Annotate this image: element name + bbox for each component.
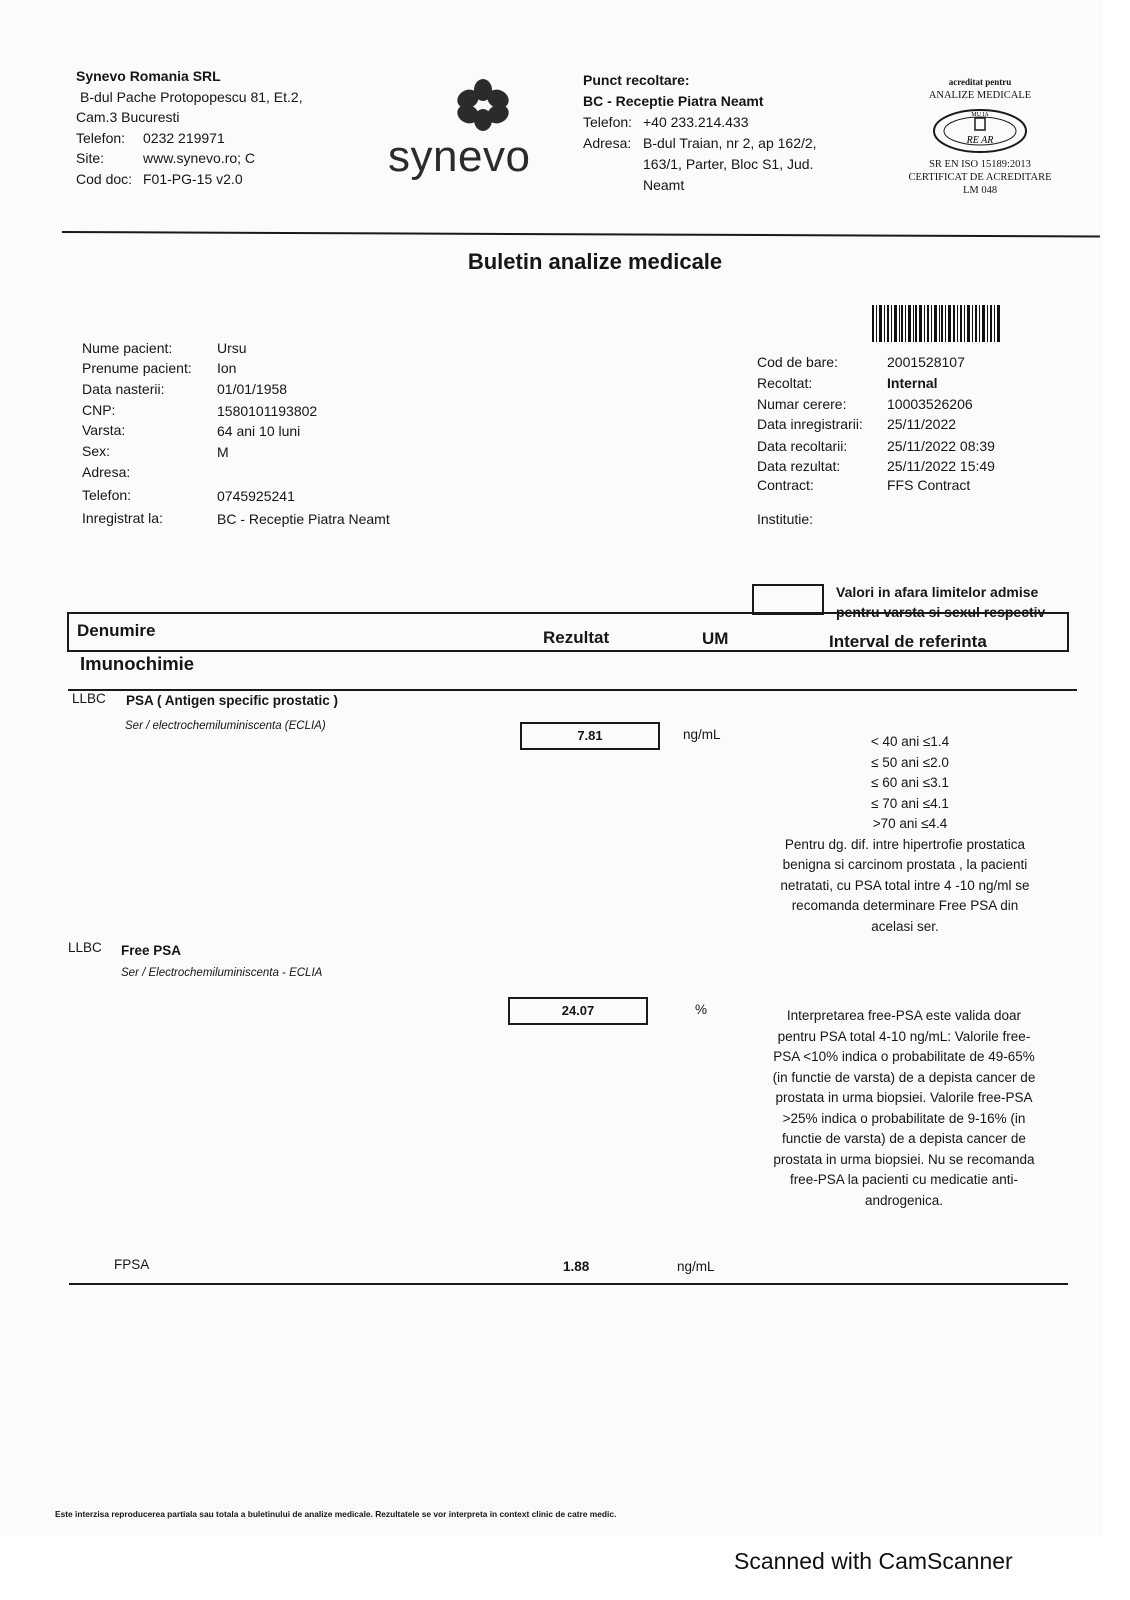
company-site: www.synevo.ro; C xyxy=(143,150,256,166)
test-result: 7.81 xyxy=(520,722,660,750)
company-site-label: Site: xyxy=(76,150,105,166)
reference-line: ≤ 50 ani ≤2.0 xyxy=(871,754,949,770)
reference-line: < 40 ani ≤1.4 xyxy=(870,734,950,749)
company-phone-label: Telefon: xyxy=(76,129,126,146)
col-header-unit: UM xyxy=(702,629,729,648)
patient-value: 1580101193802 xyxy=(217,403,318,419)
company-name: Synevo Romania SRL xyxy=(76,68,221,84)
test-unit: % xyxy=(695,1002,708,1017)
patient-label: Telefon: xyxy=(82,487,132,503)
request-label: Data recoltarii: xyxy=(757,438,848,454)
logo-wordmark: synevo xyxy=(388,132,531,181)
company-doc: F01-PG-15 v2.0 xyxy=(143,170,243,187)
test-name: FPSA xyxy=(114,1257,150,1272)
accreditation-block xyxy=(905,76,1055,197)
collection-phone: +40 233.214.433 xyxy=(643,114,749,130)
patient-value: M xyxy=(217,444,229,460)
reference-line: >70 ani ≤4.4 xyxy=(872,816,948,831)
collection-heading: Punct recoltare: xyxy=(583,72,690,88)
col-header-name: Denumire xyxy=(77,621,156,640)
patient-value: Ion xyxy=(217,360,237,376)
footer-disclaimer: Este interzisa reproducerea partiala sau totala a buletinului de analize medicale. Rezultatele se vor interpreta in context clinic de catre medic. xyxy=(55,1509,617,1519)
section-title: Imunochimie xyxy=(80,653,195,674)
test-name: PSA ( Antigen specific prostatic ) xyxy=(126,693,339,708)
reference-note: Pentru dg. dif. intre hipertrofie prostatica benigna si carcinom prostata , la pacienti netratati, cu PSA total intre 4 -10 ng/ml se recomanda determinare Free PSA din acelasi ser. xyxy=(780,836,1030,934)
scanner-watermark: Scanned with CamScanner xyxy=(734,1548,1013,1574)
flower-icon xyxy=(388,76,558,136)
collection-phone-label: Telefon: xyxy=(583,114,633,130)
accreditation-line5: LM 048 xyxy=(962,185,998,196)
barcode-icon xyxy=(872,305,1000,342)
institution-label: Institutie: xyxy=(757,511,814,527)
test-result: 24.07 xyxy=(508,997,648,1025)
col-header-result: Rezultat xyxy=(543,628,610,647)
document-title: Buletin analize medicale xyxy=(467,249,723,274)
reference-interval xyxy=(770,732,1050,937)
request-label: Cod de bare: xyxy=(757,354,838,370)
legend-line1: Valori in afara limitelor admise xyxy=(836,584,1039,600)
renar-seal-icon xyxy=(930,106,1030,156)
patient-label: Adresa: xyxy=(82,464,131,480)
request-value: 25/11/2022 15:49 xyxy=(887,458,995,474)
collection-address-1: B-dul Traian, nr 2, ap 162/2, xyxy=(643,135,817,151)
reference-line: ≤ 70 ani ≤4.1 xyxy=(871,795,949,811)
test-method: Ser / electrochemiluminiscenta (ECLIA) xyxy=(125,720,326,732)
results-end-divider xyxy=(69,1283,1068,1285)
patient-label: Sex: xyxy=(82,443,111,459)
patient-label: CNP: xyxy=(82,402,116,418)
collection-address-3: Neamt xyxy=(643,177,685,193)
collection-address-2: 163/1, Parter, Bloc S1, Jud. xyxy=(643,156,814,172)
accreditation-line1: acreditat pentru xyxy=(948,77,1012,87)
accreditation-line3: SR EN ISO 15189:2013 xyxy=(929,159,1031,170)
request-label: Data rezultat: xyxy=(757,458,841,474)
patient-label: Data nasterii: xyxy=(82,381,165,397)
test-code: LLBC xyxy=(72,691,106,706)
request-label: Recoltat: xyxy=(757,375,813,391)
company-info xyxy=(76,66,303,189)
seal-text: RE AR xyxy=(966,135,994,146)
patient-label: Inregistrat la: xyxy=(82,510,163,526)
accreditation-line2: ANALIZE MEDICALE xyxy=(928,90,1032,101)
patient-label: Prenume pacient: xyxy=(82,360,192,376)
patient-value: BC - Receptie Piatra Neamt xyxy=(217,511,390,527)
company-doc-label: Cod doc: xyxy=(76,170,133,187)
reference-note: Interpretarea free-PSA este valida doar pentru PSA total 4-10 ng/mL: Valorile free-PSA <10% indica o probabilitate de 49-65% (in functie de varsta) de a depista cancer de prostata in urma biopsiei. Valorile free-PSA >25% indica o probabilitate de 9-16% (in functie de varsta) de a depista cancer de prostata in urma biopsiei. Nu se recomanda free-PSA la pacienti cu medicatie anti-androgenica. xyxy=(772,1008,1036,1208)
legend-line2: pentru varsta si sexul respectiv xyxy=(836,604,1046,620)
test-unit: ng/mL xyxy=(683,727,721,742)
out-of-range-legend-box xyxy=(752,584,824,615)
collection-point xyxy=(583,70,817,196)
reference-line: ≤ 60 ani ≤3.1 xyxy=(871,775,949,790)
seal-top-text: MU IA xyxy=(971,112,989,118)
collection-name: BC - Receptie Piatra Neamt xyxy=(583,93,764,109)
test-name: Free PSA xyxy=(121,943,182,958)
test-unit: ng/mL xyxy=(677,1259,715,1274)
patient-value: 0745925241 xyxy=(217,488,295,504)
patient-value: Ursu xyxy=(217,340,247,356)
request-label: Data inregistrarii: xyxy=(757,416,863,432)
col-header-reference: Interval de referinta xyxy=(829,632,987,651)
patient-value: 01/01/1958 xyxy=(217,381,288,397)
patient-label: Nume pacient: xyxy=(82,340,173,356)
request-value: 10003526206 xyxy=(887,396,973,412)
request-value: 2001528107 xyxy=(887,354,965,370)
synevo-logo xyxy=(388,76,558,186)
company-address-1: B-dul Pache Protopopescu 81, Et.2, xyxy=(80,88,303,105)
request-label: Contract: xyxy=(757,477,814,493)
patient-value: 64 ani 10 luni xyxy=(217,423,301,439)
request-value: 25/11/2022 xyxy=(887,416,957,432)
request-value: Internal xyxy=(887,375,938,391)
company-address-2: Cam.3 Bucuresti xyxy=(76,109,180,125)
request-value: FFS Contract xyxy=(887,477,971,493)
request-label: Numar cerere: xyxy=(757,396,847,412)
collection-address-label: Adresa: xyxy=(583,135,632,151)
patient-label: Varsta: xyxy=(82,422,126,438)
test-result: 1.88 xyxy=(563,1259,590,1274)
test-code: LLBC xyxy=(68,940,102,955)
request-value: 25/11/2022 08:39 xyxy=(887,438,995,454)
accreditation-line4: CERTIFICAT DE ACREDITARE xyxy=(908,172,1052,183)
company-phone: 0232 219971 xyxy=(143,129,225,146)
test-method: Ser / Electrochemiluminiscenta - ECLIA xyxy=(121,967,323,979)
